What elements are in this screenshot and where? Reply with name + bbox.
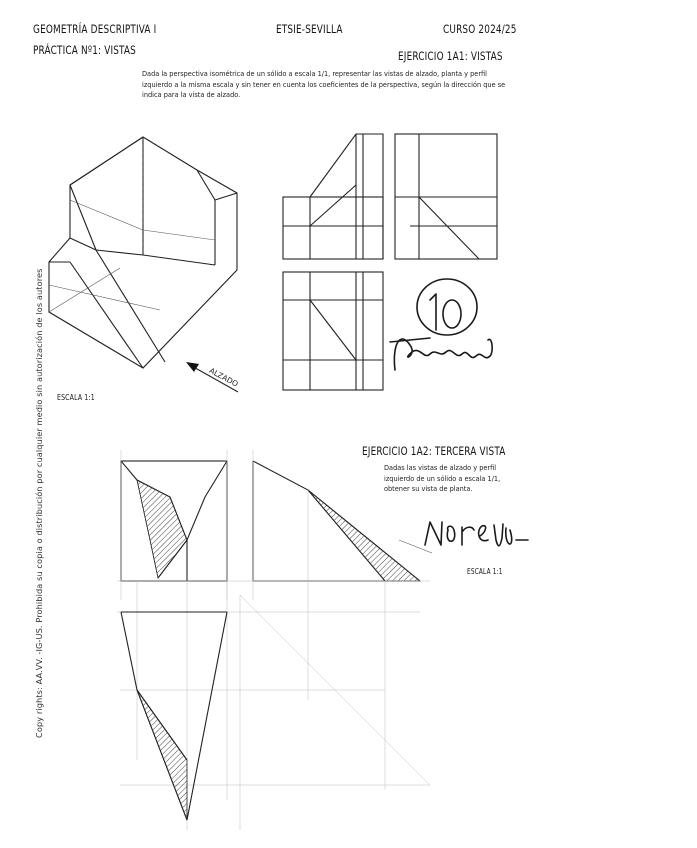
exercise2-front-view xyxy=(121,461,227,581)
alzado-label: ALZADO xyxy=(207,366,240,389)
exercise2-statement: Dadas las vistas de alzado y perfil izquierdo de un sólido a escala 1/1, obtener su vista de planta. xyxy=(384,463,501,494)
grade-mark xyxy=(417,279,477,335)
copyright-notice: Copy rights: AA.VV. -IG-US. Prohibida su copia o distribución por cualquier medio sin autorización de los autores xyxy=(34,268,44,738)
exercise1-title: EJERCICIO 1A1: VISTAS xyxy=(398,49,503,63)
profile-view xyxy=(395,134,497,259)
hatched-area-1 xyxy=(137,480,187,578)
course-year: CURSO 2024/25 xyxy=(443,22,517,36)
hatched-area-3 xyxy=(137,690,187,820)
exercise2-title: EJERCICIO 1A2: TERCERA VISTA xyxy=(362,444,506,458)
course-name: GEOMETRÍA DESCRIPTIVA I xyxy=(33,22,157,36)
plan-view xyxy=(283,272,383,390)
signature-1-stroke xyxy=(390,338,430,342)
hatched-area-2 xyxy=(308,490,420,581)
school-name: ETSIE-SEVILLA xyxy=(276,22,343,36)
isometric-perspective xyxy=(49,137,237,368)
signature-1 xyxy=(394,339,492,370)
exercise2-scale: ESCALA 1:1 xyxy=(467,567,503,576)
exercise1-statement: Dada la perspectiva isométrica de un sólido a escala 1/1, representar las vistas de alzado, planta y perfil izquierdo a la misma escala y sin tener en cuenta los coeficientes de la perspectiva, según la dirección que se indica para la vista de alzado. xyxy=(142,69,506,100)
practice-title: PRÁCTICA Nº1: VISTAS xyxy=(33,43,136,57)
signature-2 xyxy=(425,522,528,546)
front-view xyxy=(283,134,383,259)
exercise1-scale: ESCALA 1:1 xyxy=(57,393,95,402)
